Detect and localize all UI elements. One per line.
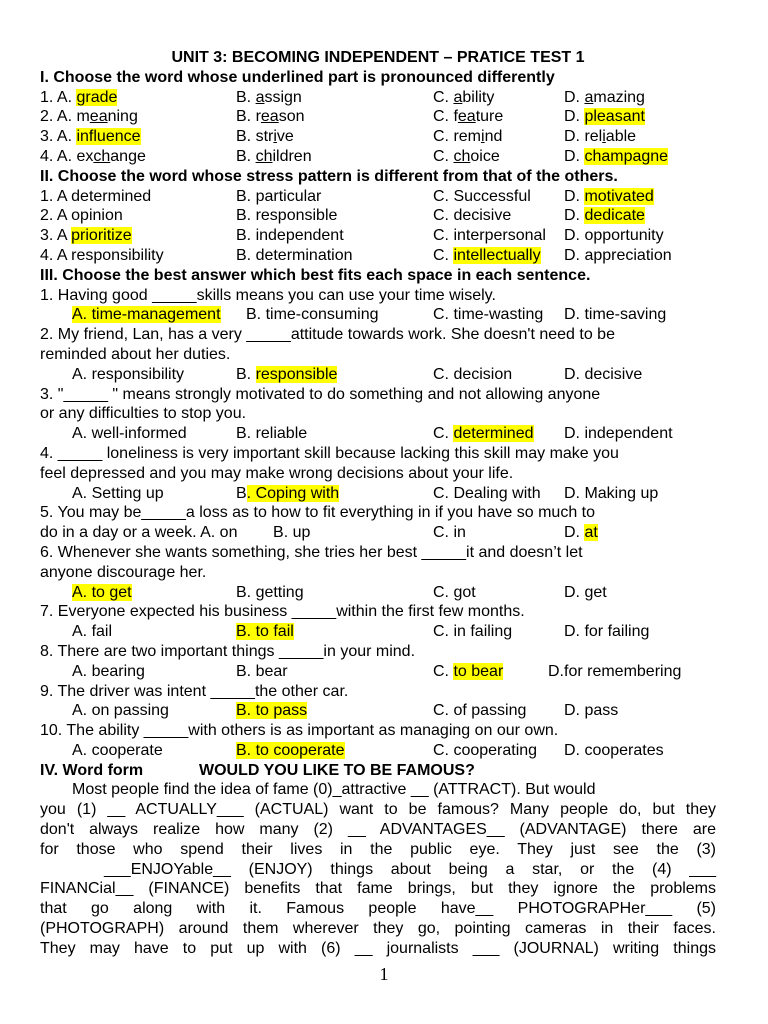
passage-line: FINANCial__ (FINANCE) benefits that fame brings, but they ignore the problems	[40, 880, 716, 898]
section-2-heading: II. Choose the word whose stress pattern is different from that of the others.	[40, 167, 618, 185]
answer-highlight: responsible	[255, 365, 338, 383]
question-4-text-cont: feel depressed and you may make wrong decisions about your life.	[40, 464, 514, 482]
question-6-options: A. to get B. getting C. got D. get	[72, 583, 607, 601]
answer-highlight: influence	[76, 128, 141, 146]
answer-highlight: . Coping with	[246, 484, 340, 502]
question-3-options: A. well-informed B. reliable C. determined D. independent	[72, 425, 673, 443]
answer-highlight: to bear	[453, 662, 504, 680]
answer-highlight: dedicate	[584, 207, 645, 225]
answer-highlight: determined	[453, 425, 534, 443]
section-1-heading: I. Choose the word whose underlined part is pronounced differently	[40, 68, 555, 86]
answer-highlight: champagne	[584, 147, 669, 165]
worksheet-page	[40, 48, 716, 959]
question-4-text: 4. _____ loneliness is very important skill because lacking this skill may make you	[40, 444, 619, 462]
question-5-text-cont: do in a day or a week. A. on B. up C. in D. at	[40, 524, 598, 542]
page-number: 1	[379, 964, 389, 984]
passage-title: WOULD YOU LIKE TO BE FAMOUS?	[199, 761, 475, 779]
answer-highlight: prioritize	[71, 227, 132, 245]
answer-highlight: B. to cooperate	[236, 741, 345, 759]
question-6-text-cont: anyone discourage her.	[40, 563, 207, 581]
stress-question-4: 4. A responsibility B. determination C. intellectually D. appreciation	[40, 246, 672, 264]
question-8-text: 8. There are two important things _____in your mind.	[40, 642, 416, 660]
question-9-options: A. on passing B. to pass C. of passing D. pass	[72, 702, 619, 720]
question-2-options: A. responsibility B. responsible C. decision D. decisive	[72, 365, 643, 383]
passage-line: don't always realize how many (2) __ ADVANTAGES__ (ADVANTAGE) there are	[40, 821, 716, 839]
passage-line: Most people find the idea of fame (0)_attractive __ (ATTRACT). But would	[72, 781, 596, 799]
answer-highlight: at	[584, 524, 598, 542]
pron-question-3: 3. A. influence B. strive C. remind D. reliable	[40, 128, 637, 146]
question-4-options: A. Setting up B. Coping with C. Dealing with D. Making up	[72, 484, 659, 502]
question-6-text: 6. Whenever she wants something, she tries her best _____it and doesn’t let	[40, 543, 583, 561]
page-title: UNIT 3: BECOMING INDEPENDENT – PRATICE TEST 1	[171, 49, 585, 66]
answer-highlight: intellectually	[453, 246, 541, 264]
passage-line: you (1) __ ACTUALLY___ (ACTUAL) want to be famous? Many people do, but they	[40, 801, 716, 819]
section-4-heading: IV. Word form WOULD YOU LIKE TO BE FAMOUS?	[40, 761, 475, 779]
question-7-options: A. fail B. to fail C. in failing D. for failing	[72, 623, 650, 641]
pron-question-4: 4. A. exchange B. children C. choice D. champagne	[40, 147, 669, 165]
stress-question-3: 3. A prioritize B. independent C. interpersonal D. opportunity	[40, 227, 664, 245]
passage-line: They may have to put up with (6) __ journalists ___ (JOURNAL) writing things	[40, 939, 716, 957]
question-2-text-cont: reminded about her duties.	[40, 345, 231, 363]
question-7-text: 7. Everyone expected his business _____within the first few months.	[40, 603, 525, 621]
question-3-text: 3. "_____ " means strongly motivated to do something and not allowing anyone	[40, 385, 601, 403]
question-3-text-cont: or any difficulties to stop you.	[40, 405, 247, 423]
answer-highlight: grade	[76, 88, 118, 106]
answer-highlight: motivated	[584, 187, 654, 205]
stress-question-2: 2. A opinion B. responsible C. decisive D. dedicate	[40, 207, 645, 225]
question-2-text: 2. My friend, Lan, has a very _____attitude towards work. She doesn't need to be	[40, 326, 615, 344]
question-5-text: 5. You may be_____a loss as to how to fit everything in if you have so much to	[40, 504, 596, 522]
answer-highlight: pleasant	[584, 108, 645, 126]
section-3-heading: III. Choose the best answer which best fits each space in each sentence.	[40, 266, 591, 284]
pron-question-2: 2. A. meaning B. reason C. feature D. pleasant	[40, 108, 645, 126]
answer-highlight: B. to fail	[236, 623, 294, 641]
passage-line: (PHOTOGRAPH) around them wherever they go, pointing cameras in their faces.	[40, 920, 716, 938]
question-10-options: A. cooperate B. to cooperate C. cooperating D. cooperates	[72, 741, 664, 759]
answer-highlight: A. to get	[72, 583, 132, 601]
pron-question-1: 1. A. grade B. assign C. ability D. amazing	[40, 88, 645, 106]
answer-highlight: A. time-management	[72, 306, 221, 324]
passage-line: ___ENJOYable__ (ENJOY) things about being a star, or the (4) ___	[104, 860, 716, 878]
question-1-options: A. time-management B. time-consuming C. time-wasting D. time-saving	[72, 306, 667, 324]
question-1-text: 1. Having good _____skills means you can use your time wisely.	[40, 286, 496, 304]
question-8-options: A. bearing B. bear C. to bear D.for remembering	[72, 662, 682, 680]
question-9-text: 9. The driver was intent _____the other car.	[40, 682, 349, 700]
question-10-text: 10. The ability _____with others is as important as managing on our own.	[40, 722, 559, 740]
answer-highlight: B. to pass	[236, 702, 308, 720]
passage-line: that go along with it. Famous people have__ PHOTOGRAPHer___ (5)	[40, 900, 716, 918]
stress-question-1: 1. A determined B. particular C. Successful D. motivated	[40, 187, 654, 205]
passage-line: for those who spend their lives in the public eye. They just see the (3)	[40, 840, 716, 858]
